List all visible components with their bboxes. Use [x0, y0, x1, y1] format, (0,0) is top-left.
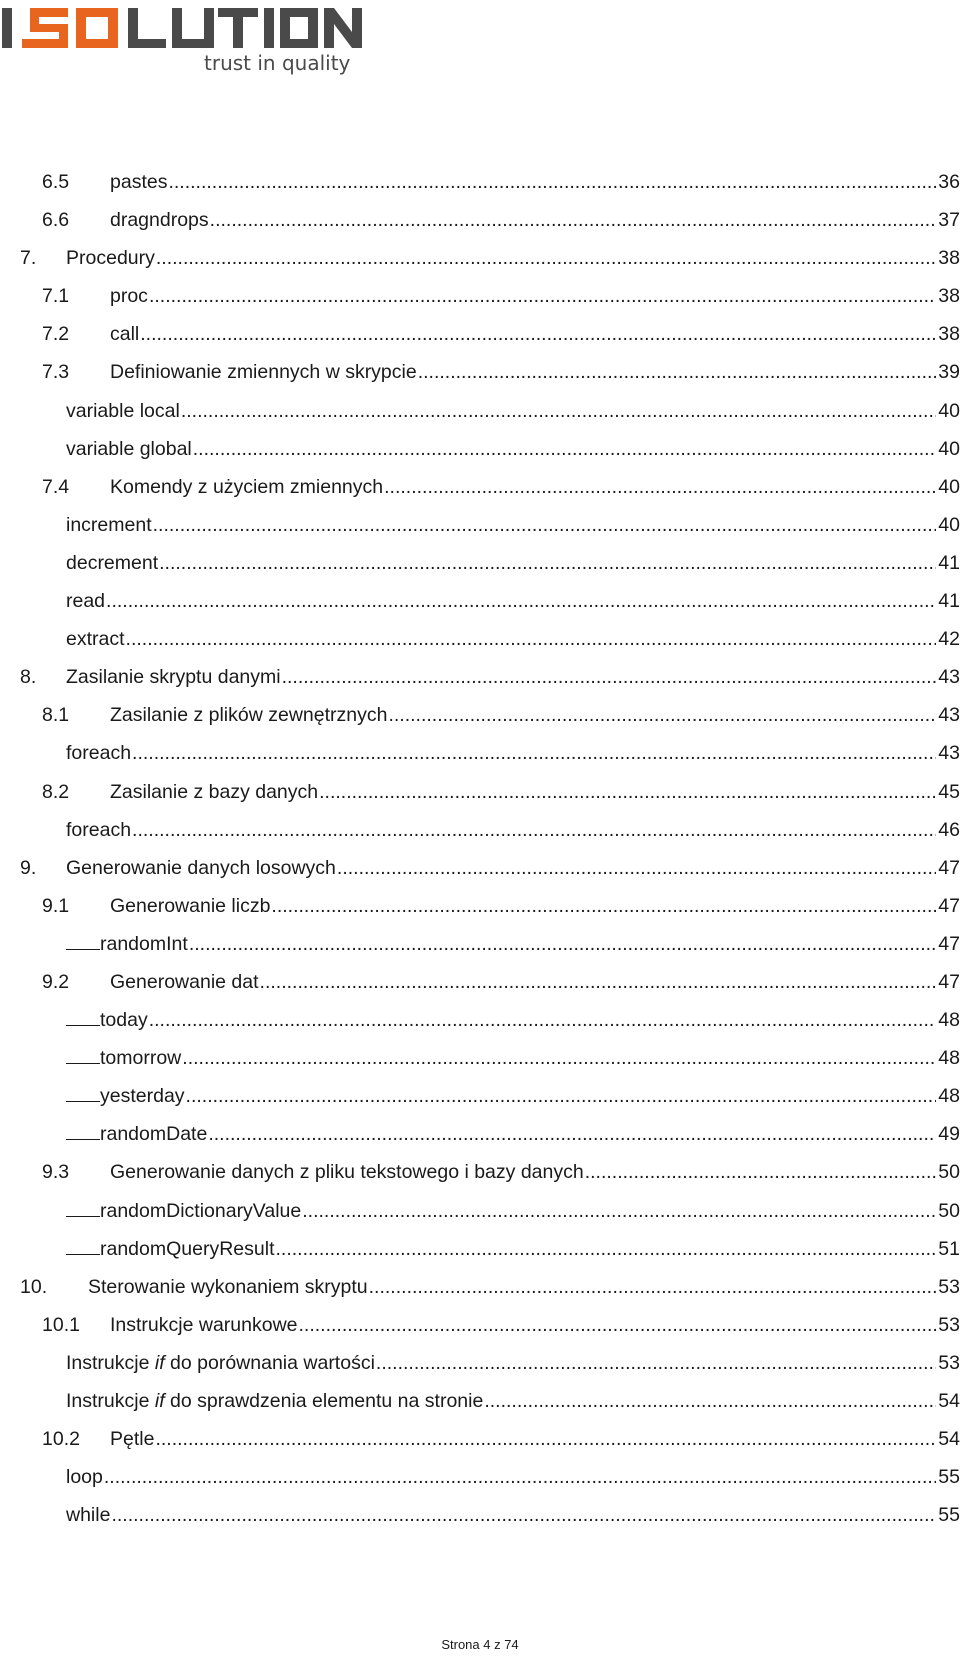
- toc-entry-page: 47: [938, 856, 960, 879]
- toc-entry-title: call: [110, 323, 140, 346]
- toc-entry-page: 37: [938, 209, 960, 232]
- toc-entry-page: 38: [938, 285, 960, 308]
- toc-entry-number: 9.1: [42, 894, 70, 917]
- toc-entry-leader: [168, 163, 936, 201]
- toc-entry-leader: [140, 315, 936, 353]
- toc-entry-leader: [260, 963, 937, 1001]
- toc-entry-title-part: Instrukcje: [66, 1351, 155, 1374]
- toc-entry-title: Instrukcje warunkowe: [110, 1313, 298, 1336]
- toc-entry-leader: [302, 1192, 936, 1230]
- toc-entry-number: 8.2: [42, 780, 70, 803]
- toc-entry[interactable]: [20, 1001, 960, 1039]
- toc-entry[interactable]: [20, 239, 960, 277]
- toc-entry-title: Zasilanie z plików zewnętrznych: [110, 704, 388, 727]
- toc-entry[interactable]: [20, 1420, 960, 1458]
- toc-entry[interactable]: [20, 1192, 960, 1230]
- toc-entry-leader: [132, 734, 936, 772]
- toc-entry-leader: [388, 696, 936, 734]
- toc-entry-underscore: [66, 1119, 100, 1140]
- toc-entry[interactable]: [20, 1306, 960, 1344]
- toc-entry-page: 54: [938, 1390, 960, 1412]
- toc-entry-leader: [153, 506, 937, 544]
- toc-entry-leader: [193, 430, 937, 468]
- toc-entry-title: foreach: [66, 818, 132, 841]
- toc-entry-leader: [189, 925, 936, 963]
- toc-entry-page: 43: [938, 704, 960, 727]
- toc-entry-leader: [376, 1344, 936, 1382]
- toc-entry-leader: [181, 392, 936, 430]
- toc-entry-title-italic: if: [154, 1390, 165, 1412]
- toc-entry-title: [66, 1382, 483, 1420]
- toc-entry[interactable]: [20, 811, 960, 849]
- toc-entry-page: 53: [938, 1313, 960, 1336]
- toc-entry-number: 7.: [20, 247, 37, 270]
- toc-entry-leader: [156, 239, 936, 277]
- toc-entry[interactable]: [20, 734, 960, 772]
- toc-entry-title: loop: [66, 1466, 103, 1489]
- svg-text:trust in quality: trust in quality: [204, 51, 351, 75]
- toc-entry-title: Zasilanie skryptu danymi: [66, 666, 281, 689]
- toc-entry[interactable]: [20, 1344, 960, 1382]
- toc-entry-leader: [104, 1458, 936, 1496]
- toc-entry-leader: [111, 1496, 936, 1534]
- toc-entry-leader: [282, 658, 937, 696]
- toc-entry-number: 6.5: [42, 171, 70, 193]
- toc-entry-leader: [208, 1115, 936, 1153]
- toc-entry[interactable]: [20, 544, 960, 582]
- toc-entry[interactable]: [20, 1230, 960, 1268]
- toc-entry-underscore: [66, 1043, 100, 1064]
- toc-entry[interactable]: [20, 582, 960, 620]
- toc-entry[interactable]: [20, 315, 960, 353]
- toc-entry-title: read: [66, 590, 106, 613]
- toc-entry-leader: [186, 1077, 937, 1115]
- toc-entry-leader: [210, 201, 937, 239]
- toc-entry-title: proc: [110, 285, 148, 308]
- toc-entry-page: 55: [938, 1504, 960, 1527]
- isolution-logo-icon: [0, 0, 380, 80]
- toc-entry[interactable]: [20, 887, 960, 925]
- toc-entry-number: 9.2: [42, 970, 70, 993]
- toc-entry-underscore: [66, 1234, 100, 1255]
- toc-entry[interactable]: [20, 353, 960, 391]
- toc-entry-title: decrement: [66, 551, 159, 574]
- toc-entry-number: 8.1: [42, 704, 70, 727]
- toc-entry-title: Komendy z użyciem zmiennych: [110, 475, 384, 498]
- toc-entry[interactable]: [20, 925, 960, 963]
- toc-entry[interactable]: [20, 1496, 960, 1534]
- toc-entry-title: Generowanie danych z pliku tekstowego i bazy danych: [110, 1161, 584, 1184]
- toc-entry-page: 46: [938, 818, 960, 841]
- toc-entry-page: 43: [938, 666, 960, 689]
- toc-entry[interactable]: [20, 963, 960, 1001]
- toc-entry-leader: [585, 1153, 937, 1191]
- toc-entry-title: randomQueryResult: [100, 1237, 275, 1260]
- toc-entry-leader: [319, 773, 936, 811]
- toc-entry[interactable]: [20, 658, 960, 696]
- toc-entry-title: Zasilanie z bazy danych: [110, 780, 319, 803]
- toc-entry-number: 8.: [20, 666, 37, 689]
- toc-entry-leader: [106, 582, 936, 620]
- toc-entry-page: 55: [938, 1466, 960, 1489]
- toc-entry-title: randomInt: [100, 932, 188, 955]
- toc-entry-title: tomorrow: [100, 1047, 182, 1070]
- toc-entry[interactable]: [20, 773, 960, 811]
- toc-entry-page: 48: [938, 1047, 960, 1070]
- page-number-label: Strona 4 z 74: [441, 1637, 519, 1652]
- toc-entry-number: 9.3: [42, 1161, 70, 1184]
- toc-entry-page: 51: [938, 1237, 960, 1260]
- toc-entry-page: 41: [938, 551, 960, 574]
- company-logo: [0, 0, 380, 80]
- toc-entry-page: 53: [938, 1351, 960, 1374]
- toc-entry-title: today: [100, 1009, 148, 1032]
- toc-entry-title: Generowanie danych losowych: [66, 856, 336, 879]
- toc-entry-underscore: [66, 1081, 100, 1102]
- toc-entry-page: 54: [938, 1428, 960, 1451]
- toc-entry-page: 42: [938, 628, 960, 651]
- toc-entry[interactable]: [20, 163, 960, 201]
- page-footer: [0, 1637, 960, 1653]
- toc-entry-number: 7.3: [42, 361, 70, 384]
- toc-entry-leader: [337, 849, 936, 887]
- toc-entry-leader: [271, 887, 936, 925]
- toc-entry-title: [66, 1344, 375, 1382]
- toc-entry[interactable]: [20, 392, 960, 430]
- toc-entry-title: Procedury: [66, 247, 155, 270]
- toc-entry-page: 40: [938, 437, 960, 460]
- toc-entry-leader: [155, 1420, 936, 1458]
- toc-entry-title: Sterowanie wykonaniem skryptu: [88, 1275, 368, 1298]
- toc-entry[interactable]: [20, 1115, 960, 1153]
- toc-entry-title: variable global: [66, 437, 192, 460]
- toc-entry-title: dragndrops: [110, 209, 209, 232]
- toc-entry[interactable]: [20, 849, 960, 887]
- toc-entry[interactable]: [20, 696, 960, 734]
- toc-entry-leader: [384, 468, 936, 506]
- toc-entry-title: Definiowanie zmiennych w skrypcie: [110, 361, 417, 384]
- toc-entry-page: 50: [938, 1161, 960, 1184]
- toc-entry-title: yesterday: [100, 1085, 185, 1108]
- toc-entry-leader: [484, 1382, 936, 1420]
- toc-entry-page: 47: [938, 894, 960, 917]
- toc-entry-title: extract: [66, 628, 125, 651]
- toc-entry-leader: [418, 353, 937, 391]
- toc-entry-number: 10.2: [42, 1428, 80, 1451]
- toc-entry-number: 9.: [20, 856, 37, 879]
- toc-entry-leader: [299, 1306, 937, 1344]
- toc-entry-page: 48: [938, 1085, 960, 1108]
- toc-entry[interactable]: [20, 1458, 960, 1496]
- toc-entry-title: Generowanie dat: [110, 970, 259, 993]
- toc-entry-page: 49: [938, 1123, 960, 1146]
- toc-entry-page: 45: [938, 780, 960, 803]
- toc-entry-title-part: Instrukcje: [66, 1390, 155, 1412]
- toc-entry-leader: [276, 1230, 937, 1268]
- toc-entry-page: 39: [938, 361, 960, 384]
- toc-entry-page: 47: [938, 970, 960, 993]
- toc-entry[interactable]: [20, 277, 960, 315]
- toc-entry[interactable]: [20, 1382, 960, 1420]
- toc-entry-page: 40: [938, 475, 960, 498]
- toc-entry-title-italic: if: [154, 1351, 165, 1374]
- toc-entry-page: 36: [938, 171, 960, 193]
- toc-entry[interactable]: [20, 201, 960, 239]
- toc-entry-page: 53: [938, 1275, 960, 1298]
- toc-entry-title-part: do porównania wartości: [164, 1351, 375, 1374]
- toc-entry-page: 41: [938, 590, 960, 613]
- toc-entry[interactable]: [20, 1077, 960, 1115]
- toc-entry[interactable]: [20, 430, 960, 468]
- toc-entry-page: 40: [938, 513, 960, 536]
- toc-entry[interactable]: [20, 468, 960, 506]
- toc-entry-leader: [132, 811, 936, 849]
- toc-entry-number: 6.6: [42, 209, 70, 232]
- toc-entry-page: 48: [938, 1009, 960, 1032]
- toc-entry-page: 40: [938, 399, 960, 422]
- toc-entry-page: 38: [938, 323, 960, 346]
- table-of-contents: [20, 163, 960, 1534]
- toc-entry-page: 38: [938, 247, 960, 270]
- toc-entry-page: 47: [938, 932, 960, 955]
- toc-entry-page: 50: [938, 1199, 960, 1222]
- toc-entry-leader: [149, 277, 936, 315]
- toc-entry-title: foreach: [66, 742, 132, 765]
- toc-entry[interactable]: [20, 1153, 960, 1191]
- toc-entry-title: Generowanie liczb: [110, 894, 271, 917]
- toc-entry-leader: [126, 620, 937, 658]
- toc-entry[interactable]: [20, 620, 960, 658]
- toc-entry-title: randomDictionaryValue: [100, 1199, 302, 1222]
- toc-entry[interactable]: [20, 1268, 960, 1306]
- toc-entry-title: Pętle: [110, 1428, 155, 1451]
- toc-entry-title: increment: [66, 513, 152, 536]
- toc-entry-underscore: [66, 1196, 100, 1217]
- toc-entry-title: while: [66, 1504, 111, 1527]
- toc-entry-title: randomDate: [100, 1123, 208, 1146]
- toc-entry-title-part: do sprawdzenia elementu na stronie: [164, 1390, 484, 1412]
- toc-entry-underscore: [66, 929, 100, 950]
- toc-entry[interactable]: [20, 506, 960, 544]
- toc-entry[interactable]: [20, 1039, 960, 1077]
- toc-entry-leader: [149, 1001, 937, 1039]
- toc-entry-number: 10.: [20, 1275, 48, 1298]
- toc-entry-title: pastes: [110, 171, 168, 193]
- toc-entry-leader: [159, 544, 936, 582]
- toc-entry-number: 10.1: [42, 1313, 80, 1336]
- toc-entry-number: 7.4: [42, 475, 70, 498]
- toc-entry-leader: [182, 1039, 936, 1077]
- toc-entry-underscore: [66, 1005, 100, 1026]
- toc-entry-page: 43: [938, 742, 960, 765]
- toc-entry-number: 7.2: [42, 323, 70, 346]
- toc-entry-title: variable local: [66, 399, 180, 422]
- toc-entry-number: 7.1: [42, 285, 70, 308]
- toc-entry-leader: [369, 1268, 937, 1306]
